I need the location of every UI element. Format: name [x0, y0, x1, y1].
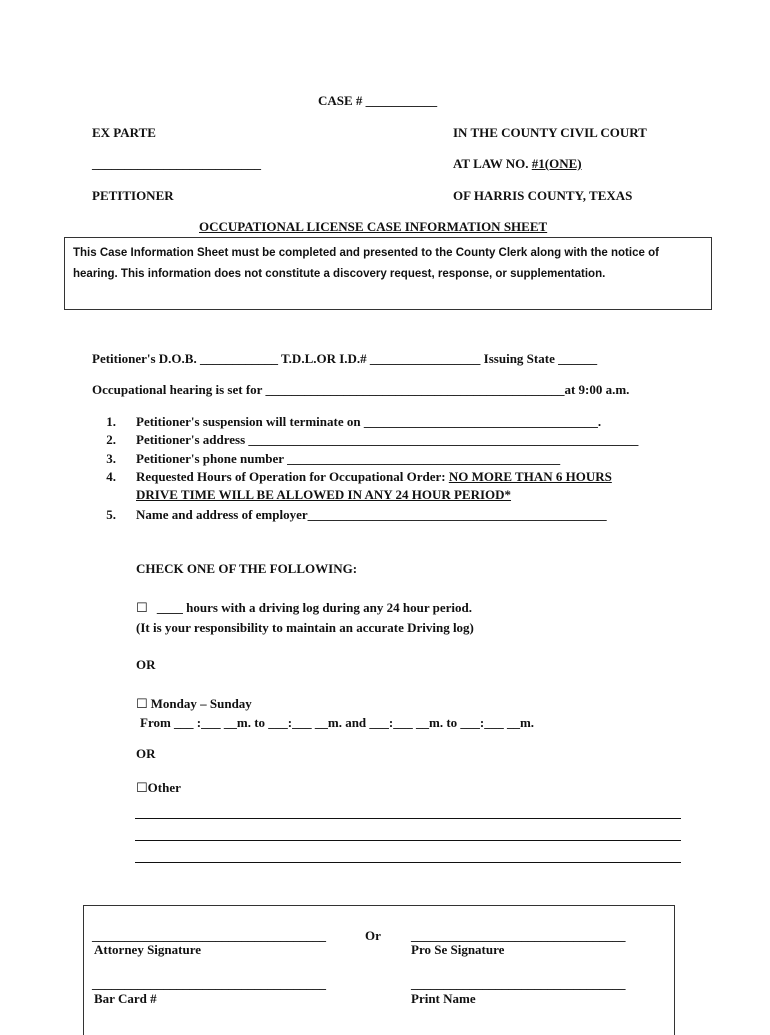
checkbox-icon[interactable]: ☐ — [136, 600, 148, 615]
other-line-2[interactable] — [135, 840, 681, 841]
at-law-prefix: AT LAW NO. — [453, 156, 532, 171]
other-line-1[interactable] — [135, 818, 681, 819]
list-number: 3. — [106, 451, 116, 466]
or-separator: OR — [136, 746, 156, 761]
other-label: Other — [147, 780, 181, 795]
hours-of-operation-label: Requested Hours of Operation for Occupational Order: — [136, 469, 449, 484]
print-name-line[interactable]: _________________________________ — [411, 976, 626, 991]
address-field[interactable]: Petitioner's address ____________________________________________________________ — [136, 432, 639, 447]
petitioner-name-blank: __________________________ — [92, 156, 261, 171]
list-number: 2. — [106, 432, 116, 447]
check-heading: CHECK ONE OF THE FOLLOWING: — [136, 561, 358, 576]
phone-field[interactable]: Petitioner's phone number __________________________________________ — [136, 451, 561, 466]
list-number: 1. — [106, 414, 116, 429]
option-weekly — [136, 696, 252, 712]
driving-log-hours-field[interactable]: ____ hours with a driving log during any 24 hour period. — [156, 600, 472, 615]
notice-line-1: This Case Information Sheet must be completed and presented to the County Clerk along with the notice of — [73, 247, 659, 259]
print-name-label: Print Name — [411, 991, 476, 1006]
dob-license-state-field[interactable]: Petitioner's D.O.B. ____________ T.D.L.OR I.D.# _________________ Issuing State ______ — [92, 351, 598, 366]
list-number: 5. — [106, 507, 116, 522]
court-name: IN THE COUNTY CIVIL COURT — [453, 125, 647, 140]
at-law-value: #1(ONE) — [531, 156, 582, 171]
notice-line-2: hearing. This information does not constitute a discovery request, response, or supplementation. — [73, 268, 606, 280]
county-name: OF HARRIS COUNTY, TEXAS — [453, 188, 633, 203]
checkbox-icon[interactable]: ☐ — [136, 780, 148, 795]
suspension-end-field[interactable]: Petitioner's suspension will terminate on ____________________________________. — [136, 414, 602, 429]
at-law-number — [453, 156, 582, 172]
attorney-signature-label: Attorney Signature — [94, 942, 202, 957]
hearing-date-field[interactable]: Occupational hearing is set for ______________________________________________at 9:00 a.m. — [92, 382, 630, 397]
option-other — [136, 780, 181, 796]
bar-card-line[interactable]: ____________________________________ — [92, 976, 326, 991]
petitioner-label: PETITIONER — [92, 188, 174, 203]
hours-limit-emphasis: NO MORE THAN 6 HOURS — [448, 469, 612, 484]
signature-box — [83, 905, 675, 1035]
employer-field[interactable]: Name and address of employer______________________________________________ — [136, 507, 607, 522]
weekly-times-field[interactable]: From ___ :___ __m. to ___:___ __m. and ___:___ __m. to ___:___ __m. — [140, 715, 535, 730]
page-title: OCCUPATIONAL LICENSE CASE INFORMATION SHEET — [199, 219, 548, 234]
list-number: 4. — [106, 469, 116, 484]
or-separator: OR — [136, 657, 156, 672]
option-driving-log — [136, 600, 472, 616]
pro-se-signature-line[interactable]: _________________________________ — [411, 928, 626, 943]
or-label: Or — [365, 928, 381, 943]
checkbox-icon[interactable]: ☐ — [136, 696, 148, 711]
case-number: CASE # ___________ — [318, 93, 438, 108]
weekly-label: Monday – Sunday — [150, 696, 252, 711]
ex-parte-label: EX PARTE — [92, 125, 156, 140]
pro-se-signature-label: Pro Se Signature — [411, 942, 505, 957]
other-line-3[interactable] — [135, 862, 681, 863]
hours-limit-emphasis-2: DRIVE TIME WILL BE ALLOWED IN ANY 24 HOUR PERIOD* — [136, 487, 512, 502]
attorney-signature-line[interactable]: ____________________________________ — [92, 928, 326, 943]
driving-log-note: (It is your responsibility to maintain an accurate Driving log) — [136, 620, 474, 635]
bar-card-label: Bar Card # — [94, 991, 157, 1006]
notice-box — [64, 237, 712, 310]
